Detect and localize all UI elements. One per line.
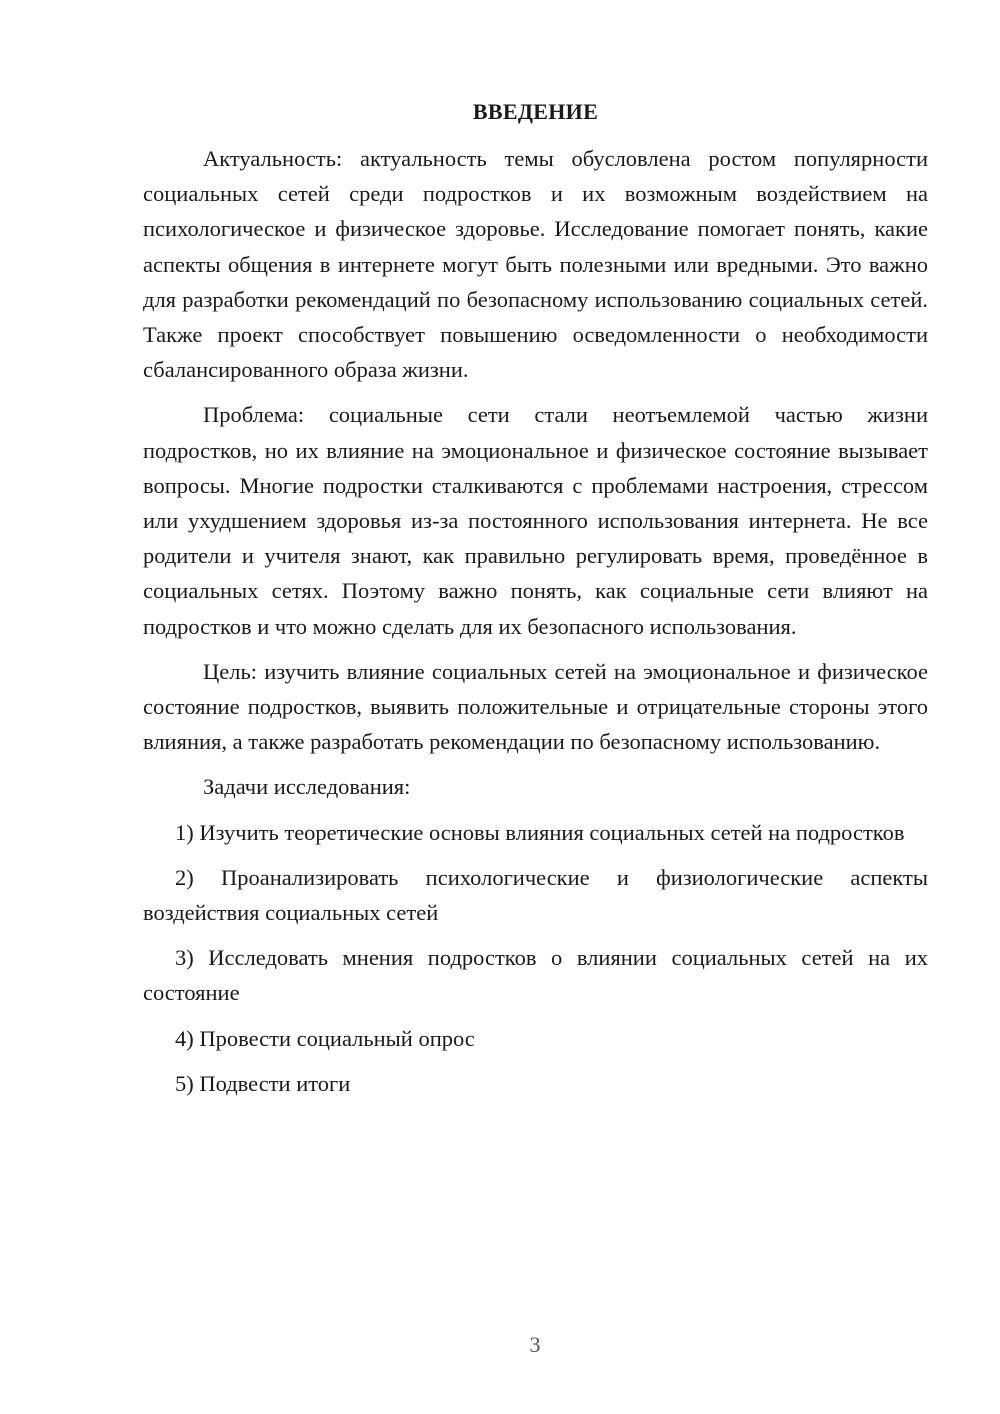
tasks-heading: Задачи исследования: [203,774,411,800]
task-item: 5) Подвести итоги [175,1070,351,1096]
task-item: 4) Провести социальный опрос [175,1025,475,1051]
paragraph-relevance: Актуальность: актуальность темы обусловлена ростом популярности социальных сетей среди подростков и их возможным воздействием на психологическое и физическое здоровье. Исследование помогает понять, какие аспекты общения в интернете могут быть полезными или вредными. Это важно для разработки рекомендаций по безопасному использованию социальных сетей. Также проект способствует повышению осведомленности о необходимости сбалансированного образа жизни. [143,146,928,383]
document-page [143,94,928,1111]
task-item: 1) Изучить теоретические основы влияния социальных сетей на подростков [175,819,905,845]
paragraph-problem: Проблема: социальные сети стали неотъемлемой частью жизни подростков, но их влияние на эмоциональное и физическое состояние вызывает вопросы. Многие подростки сталкиваются с проблемами настроения, стрессом или ухудшением здоровья из-за постоянного использования интернета. Не все родители и учителя знают, как правильно регулировать время, проведённое в социальных сетях. Поэтому важно понять, как социальные сети влияют на подростков и что можно сделать для их безопасного использования. [143,402,928,639]
section-title: ВВЕДЕНИЕ [472,99,599,124]
page-number: 3 [529,1332,541,1357]
task-item: 3) Исследовать мнения подростков о влиянии социальных сетей на их состояние [143,945,928,1006]
task-item: 2) Проанализировать психологические и физиологические аспекты воздействия социальных сетей [143,864,928,926]
paragraph-goal: Цель: изучить влияние социальных сетей на эмоциональное и физическое состояние подростков, выявить положительные и отрицательные стороны этого влияния, а также разработать рекомендации по безопасному использованию. [143,658,928,755]
tasks-list [143,815,928,1101]
